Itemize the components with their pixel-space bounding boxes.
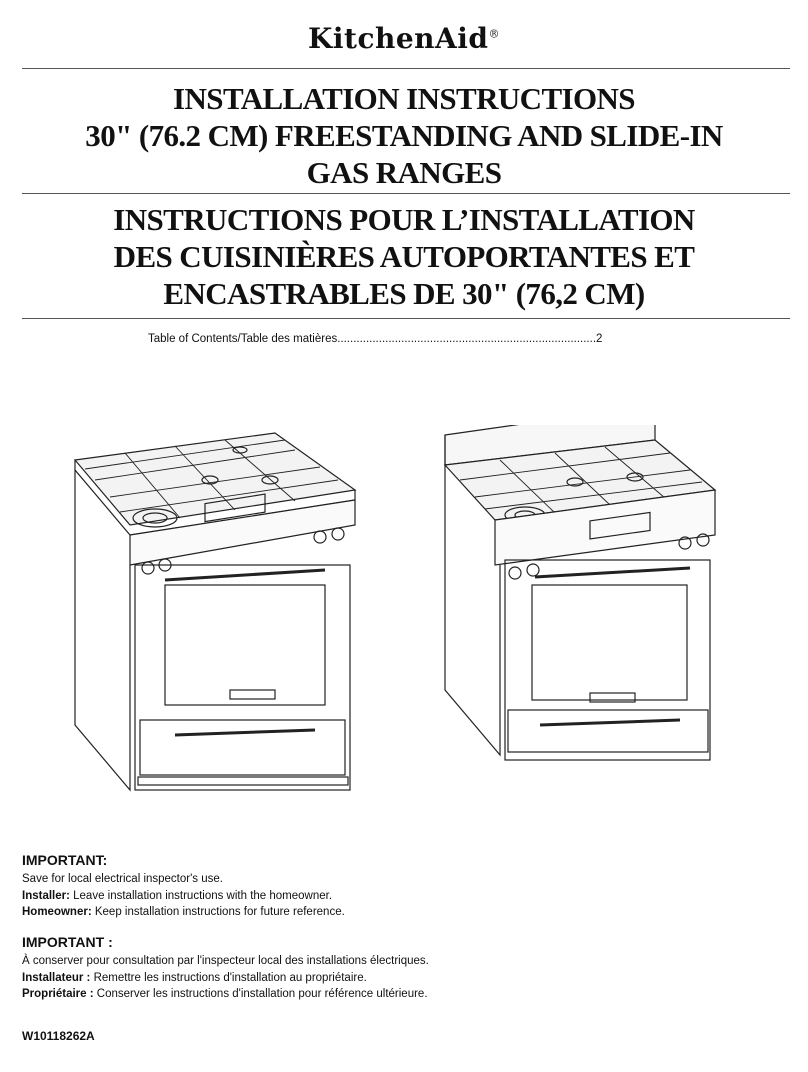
notice-line: [22, 986, 429, 1003]
installer-label: Installateur :: [22, 971, 91, 984]
notice-line: Save for local electrical inspector's use.: [22, 873, 223, 885]
notice-line: À conserver pour consultation par l'inspecteur local des installations électriques.: [22, 955, 429, 967]
notice-line: [22, 970, 429, 987]
part-number: W10118262A: [22, 1029, 95, 1043]
installer-text: Remettre les instructions d'installation au propriétaire.: [90, 971, 367, 984]
owner-text: Conserver les instructions d'installation pour référence ultérieure.: [93, 988, 428, 1000]
important-notice-french: [22, 934, 429, 1003]
owner-label: Propriétaire :: [22, 988, 94, 1000]
title-en-line-3: GAS RANGES: [306, 155, 502, 190]
title-english: [0, 80, 808, 191]
slide-in-range-illustration: [70, 425, 370, 795]
freestanding-range-illustration: [440, 425, 740, 765]
divider: [22, 193, 790, 194]
title-fr-line-2: DES CUISINIÈRES AUTOPORTANTES ET: [113, 239, 695, 274]
title-fr-line-3: ENCASTRABLES DE 30" (76,2 CM): [163, 276, 645, 311]
title-en-line-2: 30" (76.2 CM) FREESTANDING AND SLIDE-IN: [85, 118, 723, 153]
important-heading: IMPORTANT :: [22, 934, 113, 950]
title-french: [0, 201, 808, 312]
important-heading: IMPORTANT:: [22, 852, 108, 868]
homeowner-text: Keep installation instructions for future reference.: [91, 906, 345, 918]
notice-line: [22, 888, 345, 905]
divider: [22, 68, 790, 69]
table-of-contents-entry[interactable]: Table of Contents/Table des matières.................................................................................2: [148, 333, 603, 345]
important-notice-english: [22, 852, 345, 921]
brand-logo: [0, 22, 808, 55]
registered-mark: ®: [488, 27, 500, 41]
homeowner-label: Homeowner:: [22, 906, 92, 918]
divider: [22, 318, 790, 319]
brand-name: KitchenAid: [308, 22, 489, 55]
installer-text: Leave installation instructions with the homeowner.: [69, 889, 333, 902]
notice-line: [22, 904, 345, 921]
installer-label: Installer:: [22, 889, 70, 902]
title-fr-line-1: INSTRUCTIONS POUR L’INSTALLATION: [113, 202, 695, 237]
title-en-line-1: INSTALLATION INSTRUCTIONS: [173, 81, 635, 116]
